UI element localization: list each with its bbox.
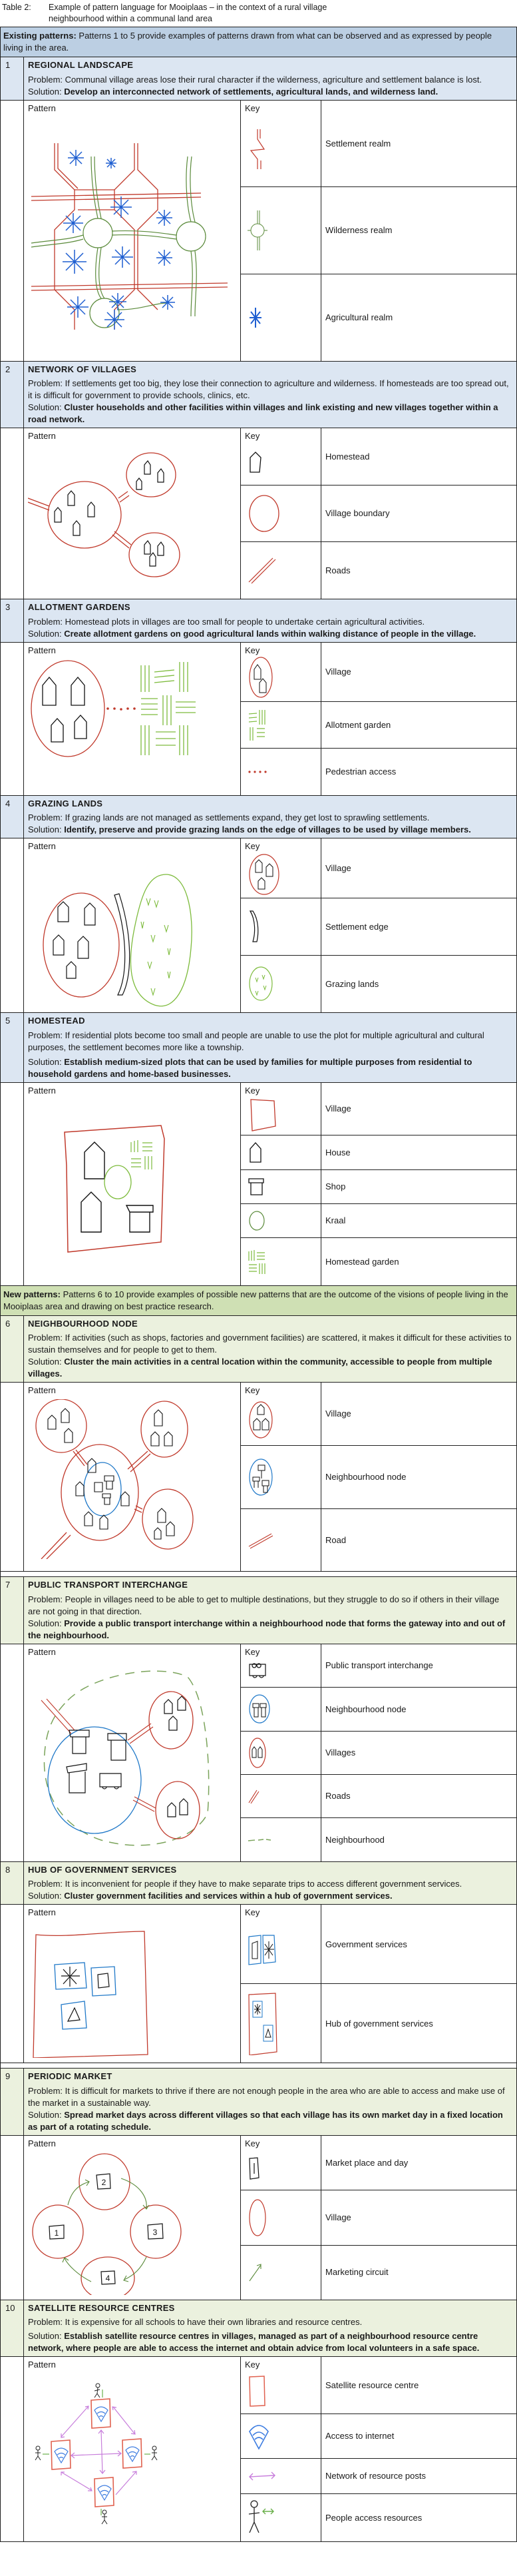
government-hub-icon xyxy=(248,1992,277,2055)
key-label: Roads xyxy=(325,1791,351,1801)
key-row: Key Homestead xyxy=(241,428,516,485)
pattern-language-table xyxy=(0,27,517,2542)
village-icon xyxy=(248,1400,274,1440)
pedestrian-access-icon xyxy=(248,769,267,775)
key-label: Village boundary xyxy=(325,508,390,519)
key-row xyxy=(241,1687,516,1730)
settlement-realm-icon xyxy=(248,129,267,169)
key-label: Network of resource posts xyxy=(325,2470,427,2481)
key-label: Satellite resource centre xyxy=(325,2380,419,2391)
neighbourhood-node-diagram xyxy=(28,1399,228,1559)
key-label: Settlement edge xyxy=(325,921,389,932)
key-label: Wilderness realm xyxy=(325,225,393,236)
satellite-centre-icon xyxy=(248,2375,267,2408)
people-figures xyxy=(35,2384,157,2524)
pattern-problem: Problem: If activities (such as shops, factories and government facilities) are scattered, it makes it difficult for these activities to sustain themselves and for people to get to them. xyxy=(28,1333,512,1355)
key-label: Public transport interchange xyxy=(325,1660,433,1671)
key-column xyxy=(241,643,516,795)
key-row xyxy=(241,2414,516,2457)
key-column xyxy=(241,101,516,361)
key-column xyxy=(241,1644,516,1861)
market-place-icon xyxy=(248,2156,261,2180)
homestead-icons xyxy=(55,461,164,566)
pattern-title: REGIONAL LANDSCAPE xyxy=(28,60,134,70)
pattern-problem: Problem: People in villages need to be able to get to multiple destinations, but they struggle to do so if others in their village are not going in that direction. xyxy=(28,1594,500,1616)
key-row xyxy=(241,748,516,795)
allotment-garden-icon xyxy=(248,709,267,742)
garden-lines xyxy=(131,1140,152,1169)
pattern-solution: Solution: Cluster households and other facilities within villages and link existing and new villages together within a road network. xyxy=(28,402,498,425)
key-row xyxy=(241,955,516,1012)
pattern-number: 1 xyxy=(1,57,24,100)
pattern-diagram-cell: Pattern xyxy=(24,1644,241,1861)
pattern-8-body xyxy=(1,1904,516,2063)
wifi-icon xyxy=(248,2422,270,2450)
pattern-title: SATELLITE RESOURCE CENTRES xyxy=(28,2302,175,2313)
new-patterns-band xyxy=(1,1285,516,1315)
key-row: Key Settlement realm xyxy=(241,101,516,187)
key-label: Village xyxy=(325,1104,351,1114)
key-row: Key Village xyxy=(241,1383,516,1445)
pattern-title: PERIODIC MARKET xyxy=(28,2071,112,2082)
homestead-garden-icon xyxy=(248,1249,267,1275)
pattern-4-header xyxy=(1,795,516,838)
caption-label: Table 2: xyxy=(2,3,31,12)
pattern-problem: Problem: It is inconvenient for people if they have to make separate trips to access different government services. xyxy=(28,1879,462,1889)
pattern-diagram-cell: Pattern xyxy=(24,2357,241,2541)
pattern-number: 5 xyxy=(1,1013,24,1082)
person-access-icon xyxy=(248,2499,277,2537)
road-icon xyxy=(248,1530,274,1550)
existing-patterns-heading: Existing patterns: xyxy=(3,31,77,41)
key-row: Key Satellite resource centre xyxy=(241,2357,516,2414)
key-label: Village xyxy=(325,2212,351,2223)
key-label: House xyxy=(325,1147,351,1157)
key-row xyxy=(241,1445,516,1508)
kraal-icon xyxy=(248,1210,266,1231)
key-label: Homestead xyxy=(325,451,370,462)
key-column xyxy=(241,1383,516,1571)
key-row: Key Market place and day xyxy=(241,2136,516,2190)
pattern-1-body xyxy=(1,100,516,361)
pattern-problem: Problem: If residential plots become too small and people are unable to use the plot for multiple agricultural and cultural purposes, the settlement becomes more like a township. xyxy=(28,1030,484,1052)
key-column xyxy=(241,428,516,599)
grass-tufts xyxy=(141,898,170,995)
pattern-10-header xyxy=(1,2300,516,2357)
existing-patterns-band xyxy=(1,27,516,57)
key-row xyxy=(241,1135,516,1169)
key-row xyxy=(241,1983,516,2063)
key-column xyxy=(241,1083,516,1285)
pattern-title: NEIGHBOURHOOD NODE xyxy=(28,1318,138,1329)
table-gap xyxy=(1,2063,516,2068)
pattern-6-body xyxy=(1,1382,516,1571)
key-label: Kraal xyxy=(325,1215,346,1226)
pattern-diagram-cell: Pattern xyxy=(24,643,241,795)
pattern-solution: Solution: Establish medium-sized plots that can be used by families for multiple purposes from residential to household gardens and home-based businesses. xyxy=(28,1056,472,1079)
regional-landscape-diagram xyxy=(28,117,228,336)
pattern-problem: Problem: It is difficult for markets to thrive if there are not enough people in the area who are able to access and make use of the market in a sustainable way. xyxy=(28,2085,505,2108)
market-day-label: 1 xyxy=(54,2228,59,2238)
pattern-2-header xyxy=(1,361,516,428)
pattern-6-header xyxy=(1,1315,516,1383)
house-icon xyxy=(248,1141,263,1163)
network-of-villages-diagram xyxy=(28,445,228,591)
key-label: Market place and day xyxy=(325,2157,409,2168)
key-column xyxy=(241,1905,516,2063)
pattern-problem: Problem: It is expensive for all schools to have their own libraries and resource centres. xyxy=(28,2317,363,2328)
network-arrows xyxy=(61,2406,136,2495)
key-label: Marketing circuit xyxy=(325,2267,389,2278)
key-row: Key Village xyxy=(241,1083,516,1135)
key-row: Key Village xyxy=(241,643,516,702)
neighbourhood-node-icon xyxy=(248,1693,271,1725)
pattern-number: 8 xyxy=(1,1862,24,1905)
bus-icon xyxy=(248,1662,267,1681)
caption-text: Example of pattern language for Mooiplaas – in the context of a rural village neighbourhood within a communal land area xyxy=(49,3,327,23)
village-oval-icon xyxy=(248,2198,267,2238)
pattern-diagram-cell: Pattern xyxy=(24,1083,241,1285)
neighbourhood-dashed-icon xyxy=(248,1837,271,1843)
key-label: Neighbourhood xyxy=(325,1834,385,1845)
pattern-3-header xyxy=(1,599,516,642)
key-row xyxy=(241,186,516,274)
market-day-label: 4 xyxy=(105,2274,110,2284)
pattern-9-body xyxy=(1,2135,516,2300)
key-label: Roads xyxy=(325,565,351,575)
key-label: Pedestrian access xyxy=(325,767,397,777)
key-label: Village xyxy=(325,667,351,677)
pattern-problem: Problem: If settlements get too big, they lose their connection to agriculture and wilderness. If homesteads are too spread out, it is difficult for government to provide schools, clinics, etc. xyxy=(28,378,509,401)
neighbourhood-node-icon xyxy=(248,1457,274,1497)
village-icon xyxy=(248,852,281,896)
homestead-diagram xyxy=(28,1099,228,1279)
key-label: Grazing lands xyxy=(325,978,379,989)
market-day-label: 3 xyxy=(152,2228,158,2238)
pattern-7-body xyxy=(1,1644,516,1861)
key-row: Key Government services xyxy=(241,1905,516,1983)
roads-icon xyxy=(248,1788,261,1804)
key-label: Road xyxy=(325,1534,347,1545)
key-column xyxy=(241,2136,516,2300)
pattern-number: 7 xyxy=(1,1577,24,1644)
pattern-problem: Problem: Communal village areas lose their rural character if the wilderness, agriculture and settlement balance is lost. xyxy=(28,74,482,85)
key-row xyxy=(241,2190,516,2244)
pattern-solution: Solution: Provide a public transport interchange within a neighbourhood node that forms the gateway into and out of the neighbourhood. xyxy=(28,1618,506,1640)
pattern-title: GRAZING LANDS xyxy=(28,798,103,808)
key-row: Key Public transport interchange xyxy=(241,1644,516,1687)
pattern-title: HUB OF GOVERNMENT SERVICES xyxy=(28,1864,177,1875)
existing-patterns-text: Patterns 1 to 5 provide examples of patterns drawn from what can be observed and as expressed by people living in the area. xyxy=(3,31,492,53)
key-row xyxy=(241,2458,516,2493)
key-label: Village xyxy=(325,1409,351,1419)
key-label: Agricultural realm xyxy=(325,312,393,322)
key-row xyxy=(241,1817,516,1861)
government-services-icon xyxy=(248,1933,277,1967)
pattern-number: 4 xyxy=(1,796,24,838)
pattern-solution: Solution: Establish satellite resource centres in villages, managed as part of a neighbourhood resource centre network, where people are able to access the internet and obtain advice from local volunteers in a safe space. xyxy=(28,2331,480,2354)
grazing-lands-icon xyxy=(248,966,274,1002)
homestead-icon xyxy=(248,451,263,474)
pattern-solution: Solution: Cluster government facilities and services within a hub of government services. xyxy=(28,1891,393,1901)
villages-icon xyxy=(248,1736,267,1770)
shop-icon xyxy=(248,1177,265,1196)
pattern-solution: Solution: Identify, preserve and provide grazing lands on the edge of villages to be used by village members. xyxy=(28,824,471,835)
key-label: Homestead garden xyxy=(325,1256,399,1267)
circuit-arrows xyxy=(63,2178,149,2282)
public-transport-diagram xyxy=(28,1660,228,1853)
key-label: People access resources xyxy=(325,2512,423,2523)
village-boundary-icon xyxy=(248,493,281,533)
key-row xyxy=(241,485,516,542)
pattern-5-body xyxy=(1,1082,516,1285)
new-patterns-heading: New patterns: xyxy=(3,1289,61,1299)
satellite-resource-diagram xyxy=(28,2374,228,2537)
marketing-circuit-arrow-icon xyxy=(248,2262,265,2282)
government-hub-diagram xyxy=(28,1921,228,2058)
key-label: Villages xyxy=(325,1748,356,1758)
pattern-problem: Problem: Homestead plots in villages are too small for people to undertake certain agricultural activities. xyxy=(28,616,425,627)
pattern-number: 2 xyxy=(1,362,24,428)
allotment-gardens-diagram xyxy=(28,659,228,759)
wilderness-realm-icon xyxy=(248,210,267,250)
key-label: Settlement realm xyxy=(325,138,391,149)
key-label: Government services xyxy=(325,1939,407,1949)
key-label: Neighbourhood node xyxy=(325,1472,407,1482)
key-row xyxy=(241,2245,516,2300)
pattern-8-header xyxy=(1,1861,516,1905)
key-row xyxy=(241,898,516,955)
key-row xyxy=(241,541,516,599)
key-column xyxy=(241,2357,516,2541)
market-day-label: 2 xyxy=(101,2178,106,2188)
pattern-title: PUBLIC TRANSPORT INTERCHANGE xyxy=(28,1580,188,1590)
pattern-diagram-cell: Pattern xyxy=(24,428,241,599)
pattern-diagram-cell: Pattern xyxy=(24,1905,241,2063)
grazing-lands-diagram xyxy=(28,855,228,1008)
key-label: Shop xyxy=(325,1181,346,1191)
pattern-5-header xyxy=(1,1012,516,1082)
key-label: Access to internet xyxy=(325,2431,395,2441)
pattern-solution: Solution: Develop an interconnected network of settlements, agricultural lands, and wilderness land. xyxy=(28,86,438,97)
pattern-problem: Problem: If grazing lands are not managed as settlements expand, they get lost to sprawling settlements. xyxy=(28,812,430,823)
pattern-solution: Solution: Cluster the main activities in a central location within the community, accessible to people from multiple villages. xyxy=(28,1357,492,1379)
wifi-symbols xyxy=(55,2407,139,2500)
key-row xyxy=(241,1237,516,1285)
pattern-number: 9 xyxy=(1,2069,24,2135)
key-row xyxy=(241,274,516,361)
pattern-title: NETWORK OF VILLAGES xyxy=(28,364,137,374)
key-label: Neighbourhood node xyxy=(325,1704,407,1714)
pattern-4-body xyxy=(1,838,516,1012)
pattern-10-body xyxy=(1,2356,516,2541)
pattern-9-header xyxy=(1,2068,516,2135)
pattern-7-header xyxy=(1,1576,516,1644)
village-plot-icon xyxy=(248,1096,277,1133)
pattern-solution: Solution: Create allotment gardens on good agricultural lands within walking distance of people in the village. xyxy=(28,628,476,639)
pattern-number: 6 xyxy=(1,1316,24,1383)
pattern-diagram-cell: Pattern xyxy=(24,1383,241,1571)
pedestrian-dots xyxy=(106,707,136,711)
agricultural-realm-icon xyxy=(248,306,263,329)
key-row xyxy=(241,1731,516,1774)
pattern-3-body xyxy=(1,642,516,795)
pattern-diagram-cell: Pattern xyxy=(24,101,241,361)
key-row xyxy=(241,2493,516,2542)
table-gap xyxy=(1,1571,516,1576)
allotment-lines xyxy=(141,662,196,755)
pattern-1-header xyxy=(1,57,516,100)
key-row xyxy=(241,1169,516,1203)
pattern-title: ALLOTMENT GARDENS xyxy=(28,602,130,613)
roads-icon xyxy=(248,555,277,585)
two-way-arrow-icon xyxy=(248,2471,277,2481)
key-label: Allotment garden xyxy=(325,720,391,731)
pattern-diagram-cell: Pattern 2 1 3 4 xyxy=(24,2136,241,2300)
settlement-edge-icon xyxy=(248,910,261,943)
table-caption xyxy=(0,0,517,27)
key-column xyxy=(241,838,516,1012)
key-row xyxy=(241,1203,516,1237)
pattern-solution: Solution: Spread market days across different villages so that each village has its own market day in a fixed location as part of a rotating schedule. xyxy=(28,2109,503,2132)
periodic-market-diagram xyxy=(28,2152,228,2295)
key-row xyxy=(241,1508,516,1572)
village-icon xyxy=(248,656,274,699)
key-label: Hub of government services xyxy=(325,2018,433,2029)
pattern-title: HOMESTEAD xyxy=(28,1016,85,1026)
pattern-2-body xyxy=(1,428,516,599)
key-label: Village xyxy=(325,862,351,873)
key-row xyxy=(241,1774,516,1817)
pattern-diagram-cell: Pattern xyxy=(24,838,241,1012)
pattern-number: 10 xyxy=(1,2300,24,2357)
key-row: Key Village xyxy=(241,838,516,898)
pattern-number: 3 xyxy=(1,599,24,642)
key-row xyxy=(241,701,516,748)
market-boxes xyxy=(49,2174,163,2284)
new-patterns-text: Patterns 6 to 10 provide examples of possible new patterns that are the outcome of the visions of people living in the Mooiplaas area and drawing on best practice research. xyxy=(3,1289,508,1311)
